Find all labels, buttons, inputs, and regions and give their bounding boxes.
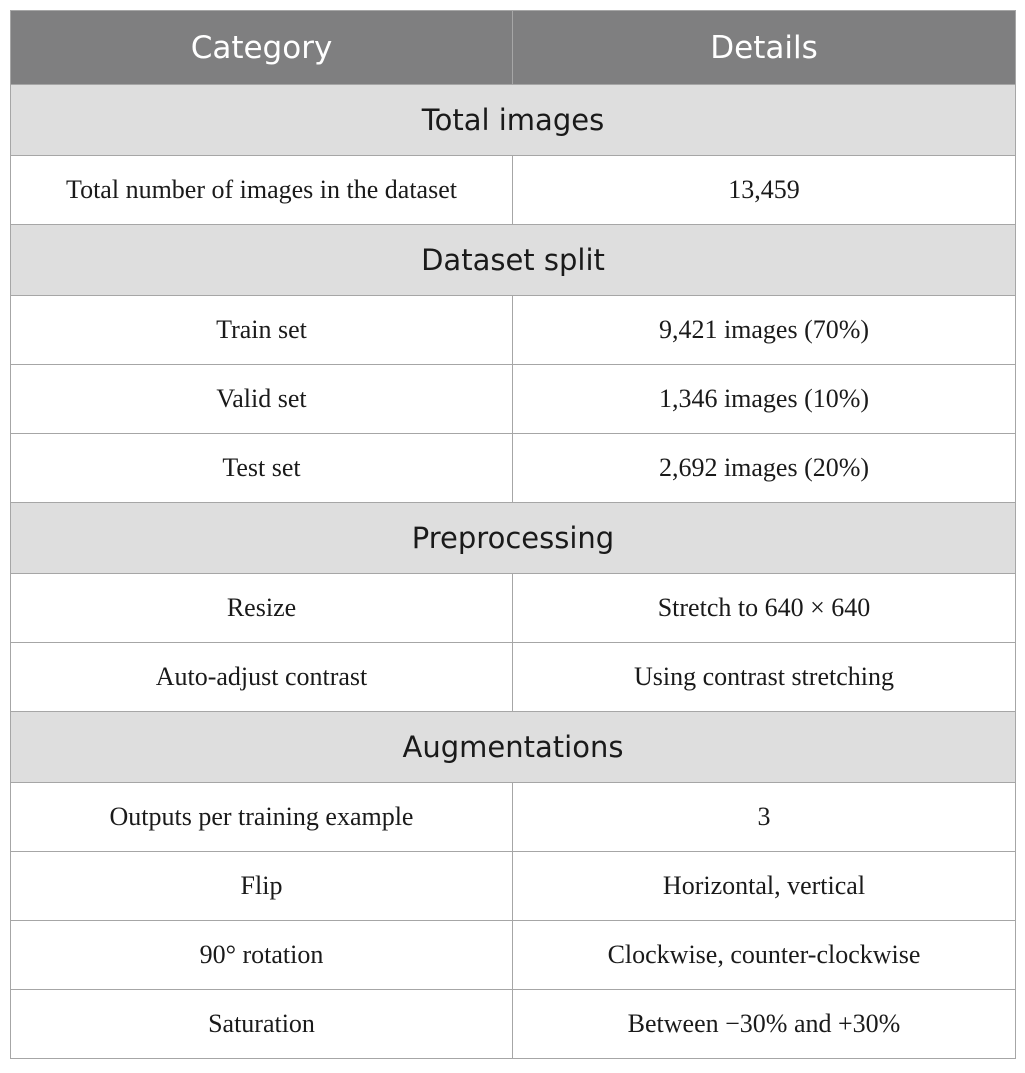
category-cell: Total number of images in the dataset xyxy=(11,156,513,225)
category-cell: Test set xyxy=(11,434,513,503)
table-row xyxy=(11,156,1016,225)
details-cell: 9,421 images (70%) xyxy=(513,296,1016,365)
details-cell: 13,459 xyxy=(513,156,1016,225)
details-cell: 3 xyxy=(513,783,1016,852)
section-row-preprocessing xyxy=(11,503,1016,574)
category-cell: Resize xyxy=(11,574,513,643)
section-title: Preprocessing xyxy=(11,503,1016,574)
table-row xyxy=(11,365,1016,434)
table-row xyxy=(11,852,1016,921)
dataset-summary-table xyxy=(10,10,1016,1059)
table-row xyxy=(11,643,1016,712)
section-row-augmentations xyxy=(11,712,1016,783)
category-cell: Valid set xyxy=(11,365,513,434)
table-row xyxy=(11,574,1016,643)
table-row xyxy=(11,921,1016,990)
details-cell: 2,692 images (20%) xyxy=(513,434,1016,503)
table-row xyxy=(11,296,1016,365)
header-row xyxy=(11,11,1016,85)
section-title: Total images xyxy=(11,85,1016,156)
details-cell: Clockwise, counter-clockwise xyxy=(513,921,1016,990)
table-row xyxy=(11,434,1016,503)
details-cell: Between −30% and +30% xyxy=(513,990,1016,1059)
details-cell: Using contrast stretching xyxy=(513,643,1016,712)
details-cell: Horizontal, vertical xyxy=(513,852,1016,921)
details-cell: Stretch to 640 × 640 xyxy=(513,574,1016,643)
section-row-total-images xyxy=(11,85,1016,156)
category-cell: Saturation xyxy=(11,990,513,1059)
table-row xyxy=(11,783,1016,852)
table-row xyxy=(11,990,1016,1059)
category-cell: Auto-adjust contrast xyxy=(11,643,513,712)
category-cell: 90° rotation xyxy=(11,921,513,990)
section-row-dataset-split xyxy=(11,225,1016,296)
category-cell: Train set xyxy=(11,296,513,365)
section-title: Dataset split xyxy=(11,225,1016,296)
column-header-details: Details xyxy=(513,11,1016,85)
column-header-category: Category xyxy=(11,11,513,85)
category-cell: Flip xyxy=(11,852,513,921)
section-title: Augmentations xyxy=(11,712,1016,783)
details-cell: 1,346 images (10%) xyxy=(513,365,1016,434)
category-cell: Outputs per training example xyxy=(11,783,513,852)
